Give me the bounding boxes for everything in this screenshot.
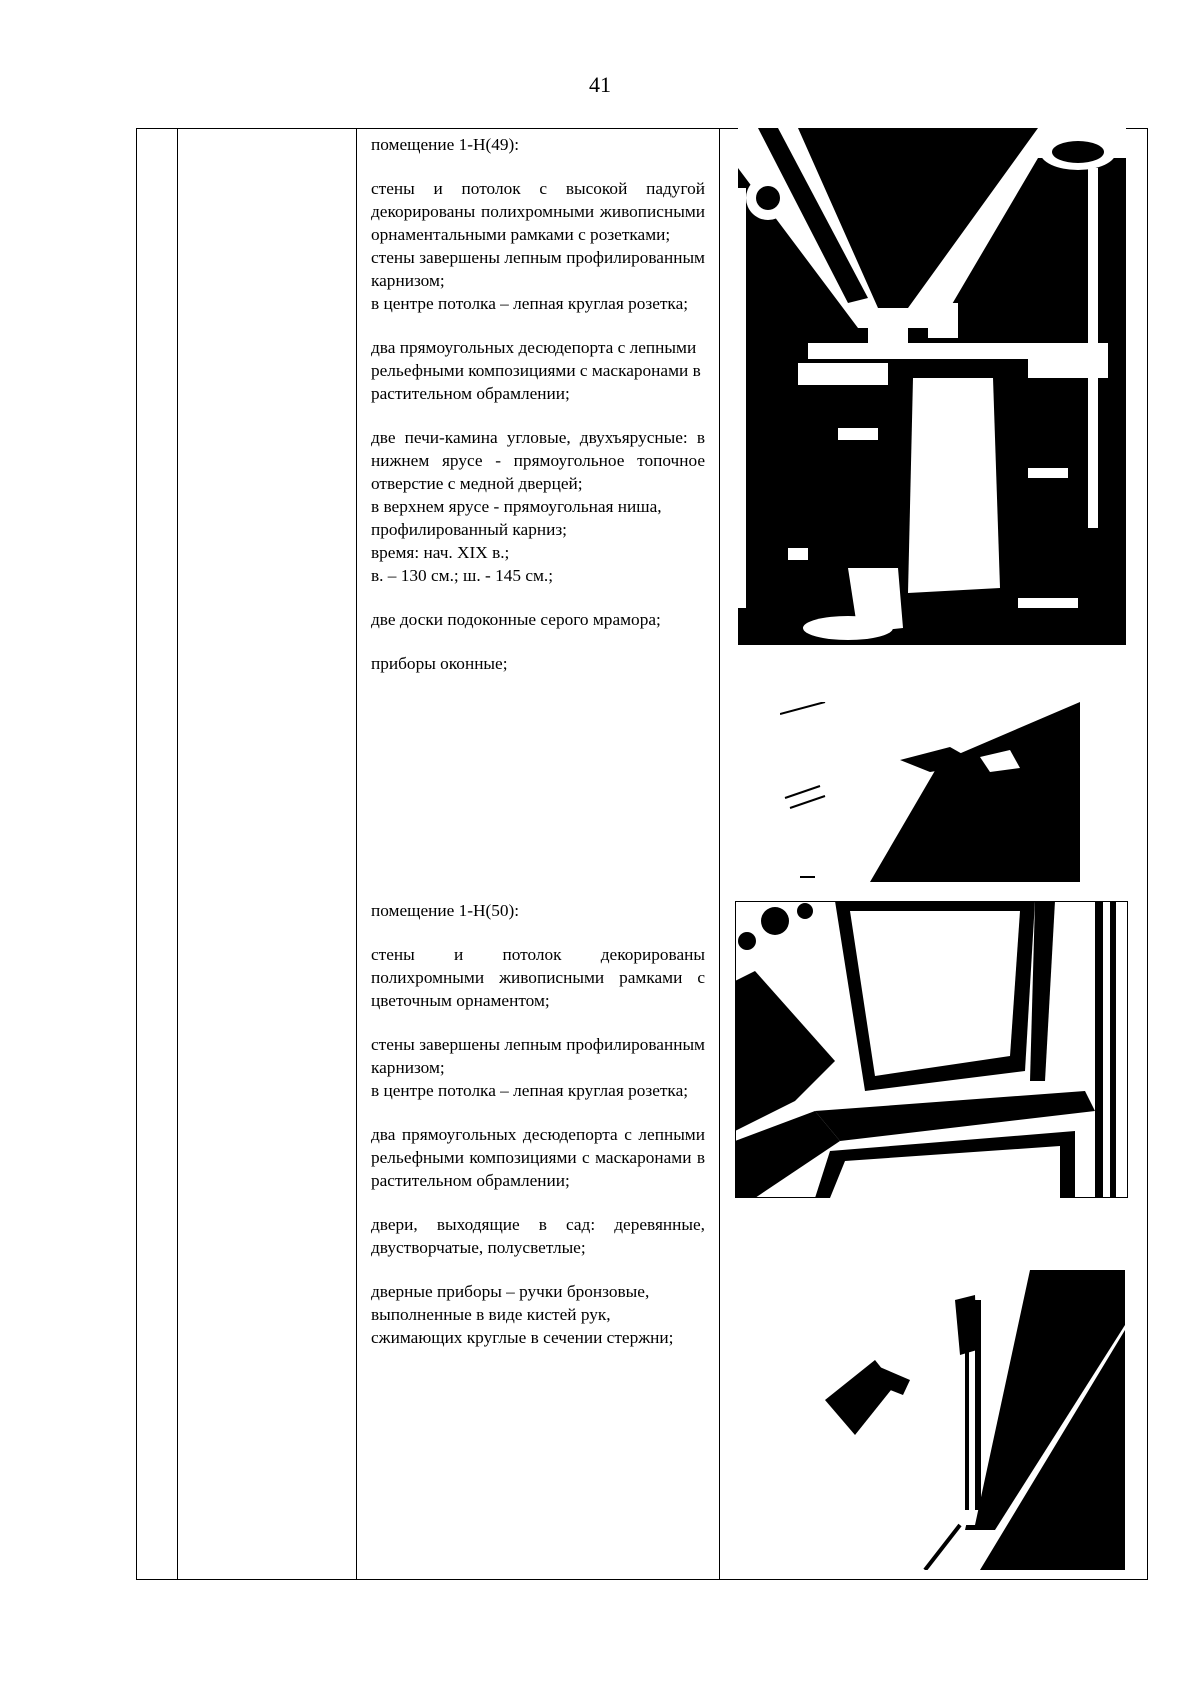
description-paragraph: в верхнем ярусе - прямоугольная ниша, профилированный карниз; (371, 497, 662, 539)
description-paragraph: в центре потолка – лепная круглая розетка; (371, 1081, 689, 1100)
description-paragraph: стены и потолок декорированы полихромными живописными рамками с цветочным орнаментом; (371, 945, 705, 1010)
description-paragraph: две печи-камина угловые, двухъярусные: в нижнем ярусе - прямоугольное топочное отверстие с медной дверцей; (371, 428, 705, 493)
column-divider (356, 129, 357, 1579)
section-1n50 (359, 899, 715, 1349)
description-paragraph: стены завершены лепным профилированным карнизом; (371, 1035, 705, 1077)
photo-door-handle (815, 1270, 1125, 1570)
column-divider (719, 129, 720, 1579)
description-paragraph: приборы оконные; (371, 654, 508, 673)
photo-interior-stove (738, 128, 1126, 645)
description-paragraph: дверные приборы – ручки бронзовые, выполненные в виде кистей рук, сжимающих круглые в сечении стержни; (371, 1282, 674, 1347)
description-paragraph: стены завершены лепным профилированным карнизом; (371, 248, 705, 290)
column-divider (177, 129, 178, 1579)
page-number: 41 (589, 72, 611, 97)
description-paragraph: в. – 130 см.; ш. - 145 см.; (371, 566, 554, 585)
description-column (359, 129, 715, 1579)
section-heading: помещение 1-Н(50): (371, 901, 520, 920)
section-heading: помещение 1-Н(49): (371, 135, 520, 154)
description-paragraph: два прямоугольных десюдепорта с лепными рельефными композициями с маскаронами в растительном обрамлении; (371, 338, 701, 403)
description-paragraph: стены и потолок с высокой падугой декорированы полихромными живописными орнаментальными рамками с розетками; (371, 179, 705, 244)
description-paragraph: двери, выходящие в сад: деревянные, двустворчатые, полусветлые; (371, 1215, 705, 1257)
photo-window-sill (780, 702, 1080, 882)
description-paragraph: время: нач. XIX в.; (371, 543, 510, 562)
photo-painted-ceiling (735, 901, 1128, 1198)
description-paragraph: два прямоугольных десюдепорта с лепными рельефными композициями с маскаронами в растительном обрамлении; (371, 1125, 705, 1190)
description-paragraph: две доски подоконные серого мрамора; (371, 610, 661, 629)
description-paragraph: в центре потолка – лепная круглая розетка; (371, 294, 689, 313)
